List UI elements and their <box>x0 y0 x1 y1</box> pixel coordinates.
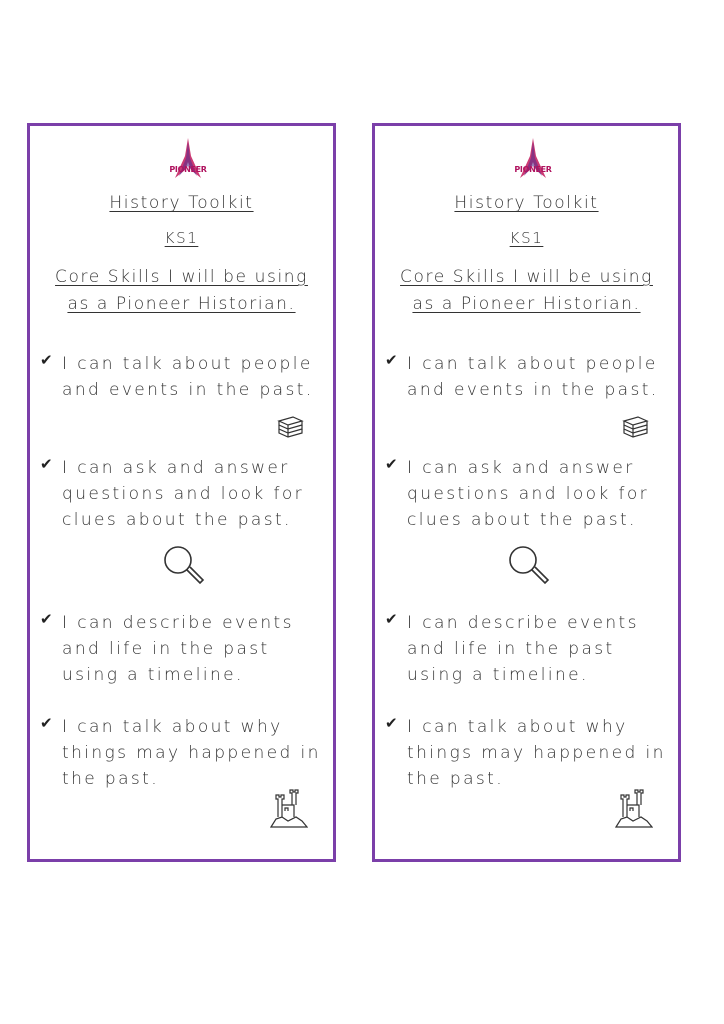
skill-text: I can talk about why things may happened in the past. <box>62 717 321 789</box>
skill-text: I can ask and answer questions and look for clues about the past. <box>62 458 305 530</box>
magnifying-glass-icon <box>162 544 208 588</box>
magnifying-glass-icon <box>507 544 553 588</box>
skill-text: I can talk about people and events in the past. <box>62 354 314 400</box>
skill-text: I can ask and answer questions and look for clues about the past. <box>407 458 650 530</box>
checkmark-icon: ✔ <box>385 455 398 473</box>
checkmark-icon: ✔ <box>385 351 398 369</box>
castle-icon <box>615 789 653 829</box>
books-icon <box>275 415 305 441</box>
castle-icon <box>270 789 308 829</box>
card-title: History Toolkit <box>109 193 254 213</box>
checkmark-icon: ✔ <box>385 610 398 628</box>
checkmark-icon: ✔ <box>40 714 53 732</box>
card-subtitle: Core Skills I will be using as a Pioneer Historian. <box>55 267 308 314</box>
skill-text: I can talk about why things may happened in the past. <box>407 717 666 789</box>
skill-text: I can talk about people and events in the past. <box>407 354 659 400</box>
logo-text: PIONEER <box>514 165 552 174</box>
bookmark-card <box>372 123 681 862</box>
pioneer-logo <box>510 136 556 182</box>
card-title: History Toolkit <box>454 193 599 213</box>
checkmark-icon: ✔ <box>385 714 398 732</box>
pioneer-logo <box>165 136 211 182</box>
skill-text: I can describe events and life in the past using a timeline. <box>62 613 294 685</box>
key-stage: KS1 <box>509 229 544 247</box>
checkmark-icon: ✔ <box>40 351 53 369</box>
key-stage: KS1 <box>164 229 199 247</box>
checkmark-icon: ✔ <box>40 455 53 473</box>
logo-text: PIONEER <box>169 165 207 174</box>
card-subtitle: Core Skills I will be using as a Pioneer Historian. <box>400 267 653 314</box>
books-icon <box>620 415 650 441</box>
bookmark-card <box>27 123 336 862</box>
skill-text: I can describe events and life in the past using a timeline. <box>407 613 639 685</box>
checkmark-icon: ✔ <box>40 610 53 628</box>
